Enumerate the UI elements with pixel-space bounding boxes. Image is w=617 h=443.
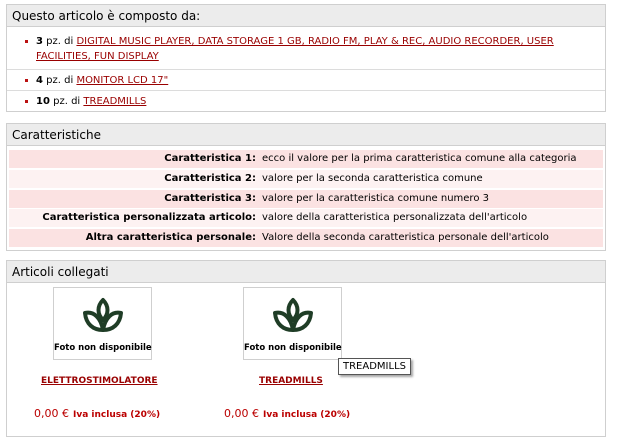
related-title: Articoli collegati: [7, 261, 605, 283]
item-unit: pz. di: [53, 96, 81, 107]
related-product-link[interactable]: ELETTROSTIMOLATORE: [41, 376, 158, 386]
composition-title: Questo articolo è composto da:: [7, 5, 605, 27]
price-value: 0,00 €: [224, 407, 259, 420]
composition-box: [6, 4, 606, 112]
photo-unavailable-caption: Foto non disponibile: [54, 343, 152, 353]
feature-value: valore per la caratteristica comune numero 3: [262, 193, 489, 204]
features-box: [6, 123, 606, 251]
item-unit: pz. di: [46, 75, 74, 86]
feature-label: Altra caratteristica personale:: [85, 232, 256, 243]
composition-item: [7, 70, 605, 91]
feature-label: Caratteristica personalizzata articolo:: [42, 212, 256, 223]
leaf-logo-icon: [82, 296, 124, 336]
vat-note: Iva inclusa (20%): [263, 410, 351, 420]
feature-row: [9, 209, 603, 227]
feature-row: [9, 170, 603, 188]
feature-row: [9, 229, 603, 247]
feature-row: [9, 150, 603, 168]
feature-value: ecco il valore per la prima caratteristica comune alla categoria: [262, 153, 577, 164]
composition-item: [7, 32, 605, 70]
feature-value: Valore della seconda caratteristica personale dell'articolo: [262, 232, 549, 243]
related-product-price: [34, 407, 160, 420]
composition-item-link[interactable]: TREADMILLS: [83, 96, 147, 107]
feature-label: Caratteristica 2:: [164, 173, 256, 184]
related-product-link[interactable]: TREADMILLS: [259, 376, 323, 386]
bullet-icon: [25, 100, 28, 103]
product-thumbnail[interactable]: [53, 287, 152, 360]
feature-label: Caratteristica 1:: [164, 153, 256, 164]
item-quantity: 3: [36, 36, 43, 47]
item-quantity: 4: [36, 75, 43, 86]
feature-label: Caratteristica 3:: [164, 193, 256, 204]
composition-item: [7, 91, 605, 112]
related-box: [6, 260, 606, 437]
composition-item-link[interactable]: DIGITAL MUSIC PLAYER, DATA STORAGE 1 GB, RADIO FM, PLAY & REC, AUDIO RECORDER, USER FACILITIES, FUN DISPLAY: [36, 36, 554, 62]
features-title: Caratteristiche: [7, 124, 605, 146]
composition-item-link[interactable]: MONITOR LCD 17": [76, 75, 169, 86]
tooltip: TREADMILLS: [338, 358, 411, 375]
item-quantity: 10: [36, 96, 50, 107]
item-unit: pz. di: [46, 36, 74, 47]
related-product-price: [224, 407, 350, 420]
feature-value: valore per la seconda caratteristica comune: [262, 173, 483, 184]
leaf-logo-icon: [272, 296, 314, 336]
feature-row: [9, 190, 603, 208]
vat-note: Iva inclusa (20%): [73, 410, 161, 420]
price-value: 0,00 €: [34, 407, 69, 420]
feature-value: valore della caratteristica personalizzata dell'articolo: [262, 212, 528, 223]
bullet-icon: [25, 79, 28, 82]
bullet-icon: [25, 40, 28, 43]
photo-unavailable-caption: Foto non disponibile: [244, 343, 342, 353]
product-thumbnail[interactable]: [243, 287, 342, 360]
